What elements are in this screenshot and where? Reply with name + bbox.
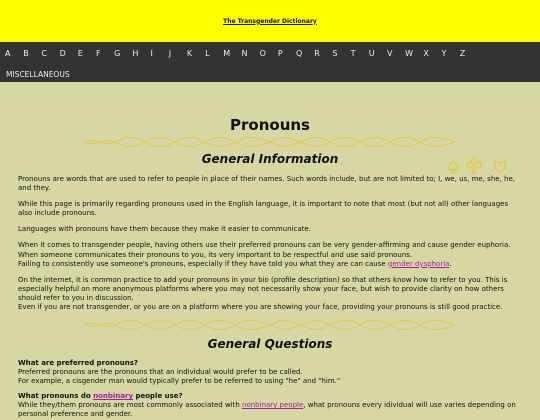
nav-letter-v[interactable]: V [386,48,393,58]
general-questions-heading: General Questions [207,337,333,352]
club-icon [467,158,481,173]
info-paragraph: While this page is primarily regarding pronouns used in the English language, it is important to note that most (but not all) other languages also include pronouns. [18,200,509,218]
nav-letter-o[interactable]: O [259,48,266,58]
nav-letter-a[interactable]: A [5,48,11,58]
info-paragraph: Pronouns are words that are used to refer to people in place of their names. Such words include, but are not limited to; I, we, us, me, she, he, and they. [18,175,515,193]
question: What are preferred pronouns? [18,359,138,368]
general-questions-section [0,359,540,419]
ornament-icons [446,160,512,174]
ornamental-divider [85,319,455,331]
nav-letter-g[interactable]: G [114,48,121,58]
nav-letter-p[interactable]: P [277,48,283,58]
ornamental-divider [85,136,455,148]
nav-letter-i[interactable]: I [150,48,153,58]
nav-letter-m[interactable]: M [223,48,231,58]
nav-letter-e[interactable]: E [77,48,83,58]
info-paragraph: Languages with pronouns have them because they make it easier to communicate. [18,225,311,234]
info-paragraph: When it comes to transgender people, having others use their preferred pronouns can be very gender-affirming and cause gender euphoria. When someone communicates their pronouns to you, its very important to be respectful and use said pronouns. Failing to consistently use someone's pronouns, especially if they have told you what they are can cause gender dysphoria. [18,241,511,268]
info-paragraph: On the internet, it is common practice to add your pronouns in your bio (profile description) so that others know how to refer to you. This is especially helpful on more anonymous platforms where you may not necessarily show your face, but wish to provide clarity on how others should refer to you in discussion. Even if you are not transgender, or you are on a platform where you are showing your face, providing your pronouns is still good practice. [18,275,508,312]
nav-letter-j[interactable]: J [168,48,172,58]
nav-letter-c[interactable]: C [41,48,47,58]
nav-letter-w[interactable]: W [405,48,414,58]
letter-list [5,42,540,64]
site-title-link[interactable]: The Transgender Dictionary [223,17,317,25]
answer: While they/them pronouns are most commonly associated with nonbinary people, what pronouns every idividual will use varies depending on personal preference and gender. [18,401,516,419]
nav-letter-n[interactable]: N [241,48,248,58]
question-block [18,392,520,419]
question-block [18,359,520,386]
nav-letter-k[interactable]: K [186,48,193,58]
nav-letter-t[interactable]: T [350,48,356,58]
alphabet-nav [0,42,540,82]
nav-letter-f[interactable]: F [95,48,101,58]
general-information-heading: General Information [201,152,339,166]
nonbinary-people-link[interactable]: nonbinary people [242,401,304,410]
nav-letter-x[interactable]: X [423,48,429,58]
nav-letter-u[interactable]: U [368,48,375,58]
nav-letter-r[interactable]: R [314,48,320,58]
nav-letter-z[interactable]: Z [459,48,466,58]
question: What pronouns do nonbinary people use? [18,392,183,401]
nav-letter-q[interactable]: Q [296,48,303,58]
nav-letter-s[interactable]: S [332,48,338,58]
gender-dysphoria-link[interactable]: gender dysphoria [387,259,450,268]
nav-item-miscellaneous[interactable]: MISCELLANEOUS [6,70,70,79]
page-title: Pronouns [230,116,310,134]
spade-icon [448,161,457,173]
nav-letter-d[interactable]: D [59,48,66,58]
nav-letter-l[interactable]: L [205,48,210,58]
site-header [0,0,540,42]
nav-letter-b[interactable]: B [23,48,29,58]
main-content [0,116,540,420]
answer: Preferred pronouns are the pronouns that an individual would prefer to be called. For example, a cisgender man would typically prefer to be referred to using "he" and "him." [18,368,341,386]
heart-icon [494,162,507,172]
nav-letter-y[interactable]: Y [441,48,447,58]
nonbinary-link[interactable]: nonbinary [93,392,134,401]
nav-letter-h[interactable]: H [132,48,139,58]
general-information-section [0,175,540,312]
